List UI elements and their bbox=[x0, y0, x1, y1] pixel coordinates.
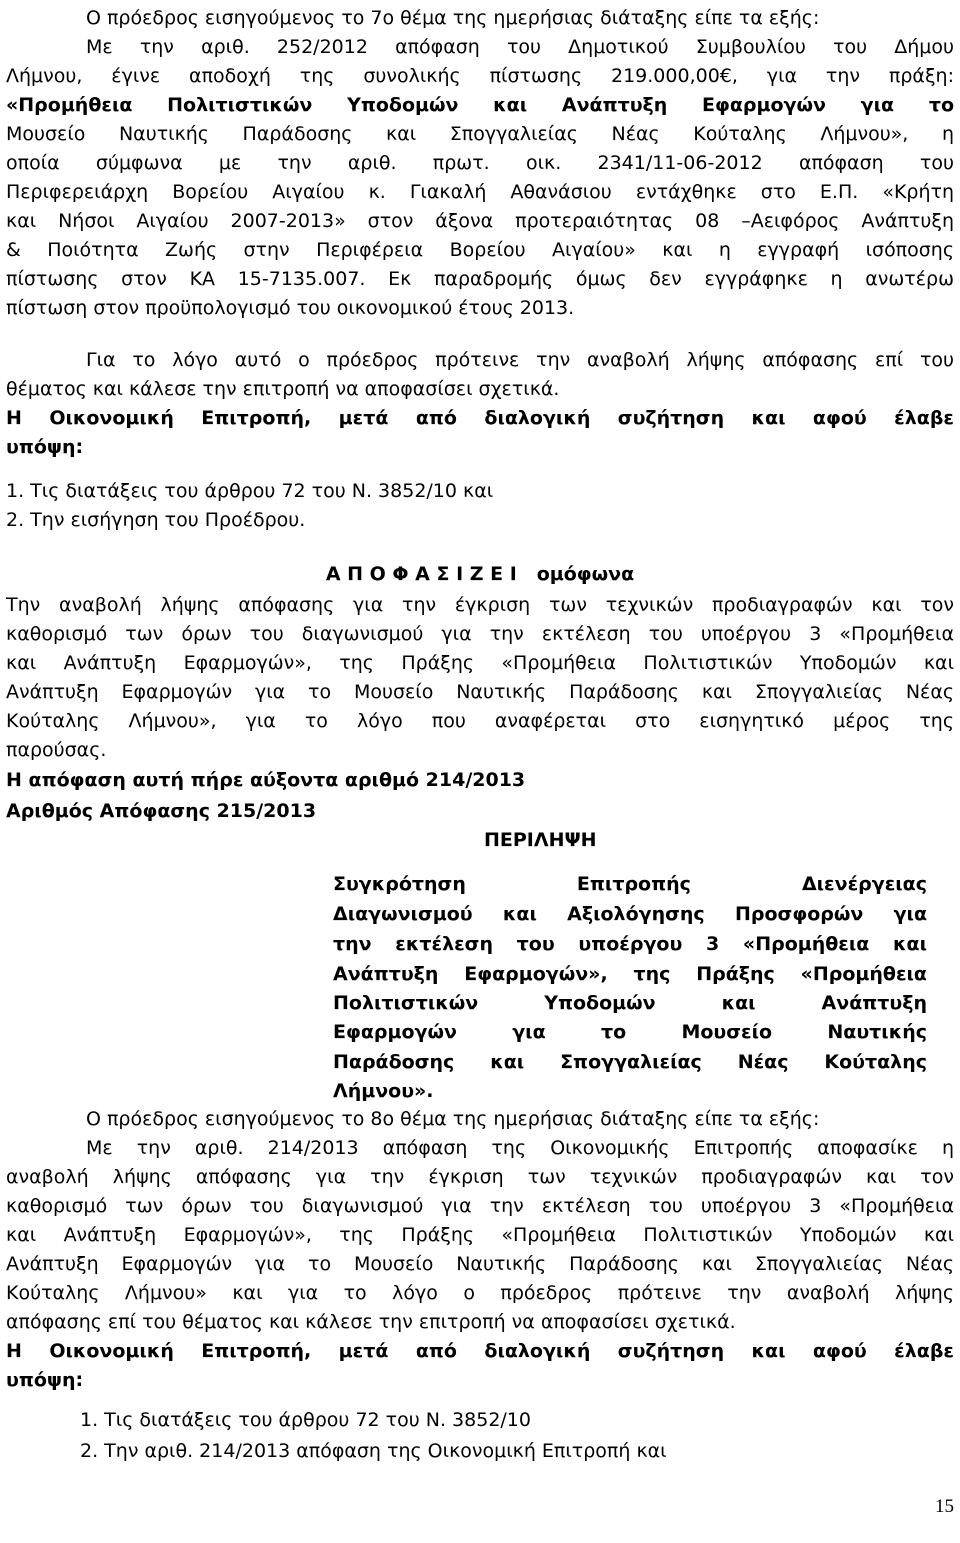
paragraph-line: Με την αριθ. 252/2012 απόφαση του Δημοτικού Συμβουλίου του Δήμου bbox=[86, 36, 954, 58]
summary-line: Λήμνου». bbox=[333, 1080, 434, 1102]
committee-statement: υπόψη: bbox=[6, 436, 84, 458]
paragraph-line: πίστωσης στον ΚΑ 15-7135.007. Εκ παραδρομής όμως δεν εγγράφηκε η ανωτέρω bbox=[6, 268, 954, 290]
committee-statement: υπόψη: bbox=[6, 1369, 84, 1391]
paragraph-line: θέματος και κάλεσε την επιτροπή να αποφασίσει σχετικά. bbox=[6, 378, 560, 400]
summary-line: Συγκρότηση Επιτροπής Διενέργειας bbox=[333, 873, 927, 895]
paragraph-line: Λήμνου, έγινε αποδοχή της συνολικής πίστωσης 219.000,00€, για την πράξη: bbox=[6, 65, 954, 87]
paragraph-line: & Ποιότητα Ζωής στην Περιφέρεια Βορείου Αιγαίου» και η εγγραφή ισόποσης bbox=[6, 239, 954, 261]
consideration-item: 2. Την εισήγηση του Προέδρου. bbox=[6, 509, 306, 531]
paragraph-line: αναβολή λήψης απόφασης για την έγκριση των τεχνικών προδιαγραφών και τον bbox=[6, 1166, 954, 1188]
committee-statement: Η Οικονομική Επιτροπή, μετά από διαλογική συζήτηση και αφού έλαβε bbox=[6, 1340, 954, 1362]
agenda-item-intro: Ο πρόεδρος εισηγούμενος το 7ο θέμα της ημερήσιας διάταξης είπε τα εξής: bbox=[86, 7, 820, 29]
page-number: 15 bbox=[935, 1496, 954, 1517]
paragraph-line: Για το λόγο αυτό ο πρόεδρος πρότεινε την αναβολή λήψης απόφασης επί του bbox=[86, 349, 954, 371]
serial-number: Η απόφαση αυτή πήρε αύξοντα αριθμό 214/2013 bbox=[6, 769, 526, 791]
summary-line: Εφαρμογών για το Μουσείο Ναυτικής bbox=[333, 1021, 927, 1043]
summary-line: Ανάπτυξη Εφαρμογών», της Πράξης «Προμήθεια bbox=[333, 963, 927, 985]
paragraph-line: πίστωση στον προϋπολογισμό του οικονομικού έτους 2013. bbox=[6, 297, 575, 319]
paragraph-line: Περιφερειάρχη Βορείου Αιγαίου κ. Γιακαλή Αθανάσιου εντάχθηκε στο Ε.Π. «Κρήτη bbox=[6, 181, 954, 203]
summary-line: Πολιτιστικών Υποδομών και Ανάπτυξη bbox=[333, 992, 927, 1014]
committee-statement: Η Οικονομική Επιτροπή, μετά από διαλογική συζήτηση και αφού έλαβε bbox=[6, 407, 954, 429]
decision-line: Κούταλης Λήμνου», για το λόγο που αναφέρεται στο εισηγητικό μέρος της bbox=[6, 710, 954, 732]
paragraph-line: απόφασης επί του θέματος και κάλεσε την επιτροπή να αποφασίσει σχετικά. bbox=[6, 1311, 736, 1333]
decision-number: Αριθμός Απόφασης 215/2013 bbox=[6, 800, 317, 822]
decision-line: παρούσας. bbox=[6, 739, 107, 761]
decision-line: καθορισμό των όρων του διαγωνισμού για την εκτέλεση του υποέργου 3 «Προμήθεια bbox=[6, 623, 954, 645]
paragraph-line: Μουσείο Ναυτικής Παράδοσης και Σπογγαλιείας Νέας Κούταλης Λήμνου», η bbox=[6, 123, 954, 145]
consideration-item: 1. Τις διατάξεις του άρθρου 72 του Ν. 3852/10 και bbox=[6, 480, 494, 502]
agenda-item-intro: Ο πρόεδρος εισηγούμενος το 8ο θέμα της ημερήσιας διάταξης είπε τα εξής: bbox=[86, 1108, 820, 1130]
consideration-item: 2. Την αριθ. 214/2013 απόφαση της Οικονομική Επιτροπή και bbox=[80, 1440, 667, 1462]
decides-mode: ομόφωνα bbox=[536, 563, 635, 585]
summary-heading: ΠΕΡΙΛΗΨΗ bbox=[484, 829, 597, 851]
decides-label: Α Π Ο Φ Α Σ Ι Ζ Ε Ι bbox=[325, 563, 517, 585]
summary-line: Διαγωνισμού και Αξιολόγησης Προσφορών για bbox=[333, 903, 927, 925]
consideration-item: 1. Τις διατάξεις του άρθρου 72 του Ν. 3852/10 bbox=[80, 1409, 531, 1431]
summary-line: Παράδοσης και Σπογγαλιείας Νέας Κούταλης bbox=[333, 1051, 927, 1073]
paragraph-line: «Προμήθεια Πολιτιστικών Υποδομών και Ανάπτυξη Εφαρμογών για το bbox=[6, 94, 954, 116]
summary-line: την εκτέλεση του υποέργου 3 «Προμήθεια και bbox=[333, 933, 927, 955]
paragraph-line: Με την αριθ. 214/2013 απόφαση της Οικονομικής Επιτροπής αποφασίκε η bbox=[86, 1137, 954, 1159]
paragraph-line: Ανάπτυξη Εφαρμογών για το Μουσείο Ναυτικής Παράδοσης και Σπογγαλιείας Νέας bbox=[6, 1253, 954, 1275]
decision-line: Ανάπτυξη Εφαρμογών για το Μουσείο Ναυτικής Παράδοσης και Σπογγαλιείας Νέας bbox=[6, 681, 954, 703]
paragraph-line: και Νήσοι Αιγαίου 2007-2013» στον άξονα προτεραιότητας 08 –Αειφόρος Ανάπτυξη bbox=[6, 210, 954, 232]
paragraph-line: Κούταλης Λήμνου» και για το λόγο ο πρόεδρος πρότεινε την αναβολή λήψης bbox=[6, 1282, 954, 1304]
paragraph-line: οποία σύμφωνα με την αριθ. πρωτ. οικ. 2341/11-06-2012 απόφαση του bbox=[6, 152, 954, 174]
decision-line: και Ανάπτυξη Εφαρμογών», της Πράξης «Προμήθεια Πολιτιστικών Υποδομών και bbox=[6, 652, 954, 674]
decision-heading bbox=[6, 560, 954, 588]
decision-line: Την αναβολή λήψης απόφασης για την έγκριση των τεχνικών προδιαγραφών και τον bbox=[6, 594, 954, 616]
paragraph-line: και Ανάπτυξη Εφαρμογών», της Πράξης «Προμήθεια Πολιτιστικών Υποδομών και bbox=[6, 1224, 954, 1246]
paragraph-line: καθορισμό των όρων του διαγωνισμού για την εκτέλεση του υποέργου 3 «Προμήθεια bbox=[6, 1195, 954, 1217]
